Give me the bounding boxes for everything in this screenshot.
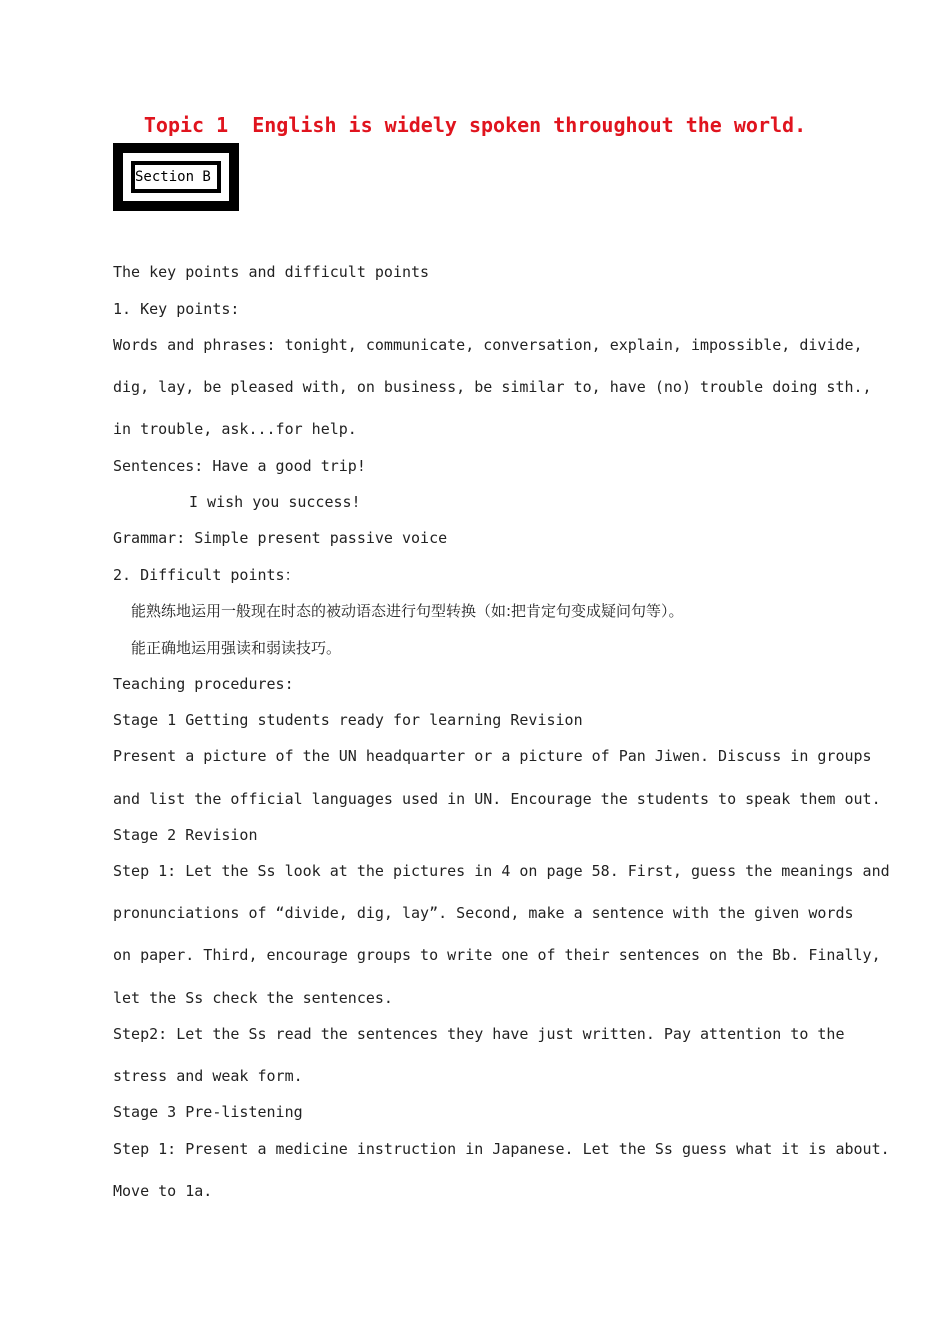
step1-line-2: pronunciations of “divide, dig, lay”. Second, make a sentence with the given words — [113, 904, 854, 922]
sentences-line-2: I wish you success! — [189, 493, 361, 511]
difficult-point-2: 能正确地运用强读和弱读技巧。 — [131, 639, 342, 657]
section-badge — [113, 143, 239, 211]
stage1-heading: Stage 1 Getting students ready for learning Revision — [113, 711, 583, 729]
grammar-line: Grammar: Simple present passive voice — [113, 529, 448, 547]
stage2-heading: Stage 2 Revision — [113, 826, 258, 844]
procedures-heading: Teaching procedures: — [113, 675, 294, 693]
step1-line-1: Step 1: Let the Ss look at the pictures in 4 on page 58. First, guess the meanings and — [113, 862, 890, 880]
step2-line-2: stress and weak form. — [113, 1067, 303, 1085]
key-points-heading: 1. Key points: — [113, 300, 240, 318]
difficult-point-1: 能熟练地运用一般现在时态的被动语态进行句型转换（如:把肯定句变成疑问句等）。 — [131, 602, 684, 620]
words-line-3: in trouble, ask...for help. — [113, 420, 357, 438]
sentences-line-1: Sentences: Have a good trip! — [113, 457, 366, 475]
words-line-1: Words and phrases: tonight, communicate, conversation, explain, impossible, divide, — [113, 336, 863, 354]
stage1-line-1: Present a picture of the UN headquarter or a picture of Pan Jiwen. Discuss in groups — [113, 747, 872, 765]
stage3-step1-line-2: Move to 1a. — [113, 1182, 213, 1200]
stage3-heading: Stage 3 Pre-listening — [113, 1103, 303, 1121]
difficult-heading: 2. Difficult points： — [113, 566, 300, 584]
stage1-line-2: and list the official languages used in UN. Encourage the students to speak them out. — [113, 790, 881, 808]
step2-line-1: Step2: Let the Ss read the sentences they have just written. Pay attention to the — [113, 1025, 845, 1043]
key-difficult-heading: The key points and difficult points — [113, 263, 430, 281]
page-title: Topic 1 English is widely spoken throughout the world. — [143, 113, 807, 137]
stage3-step1-line-1: Step 1: Present a medicine instruction in Japanese. Let the Ss guess what it is about. — [113, 1140, 890, 1158]
section-label: Section B — [135, 165, 217, 189]
words-line-2: dig, lay, be pleased with, on business, be similar to, have (no) trouble doing sth., — [113, 378, 872, 396]
step1-line-4: let the Ss check the sentences. — [113, 989, 393, 1007]
step1-line-3: on paper. Third, encourage groups to write one of their sentences on the Bb. Finally, — [113, 946, 881, 964]
